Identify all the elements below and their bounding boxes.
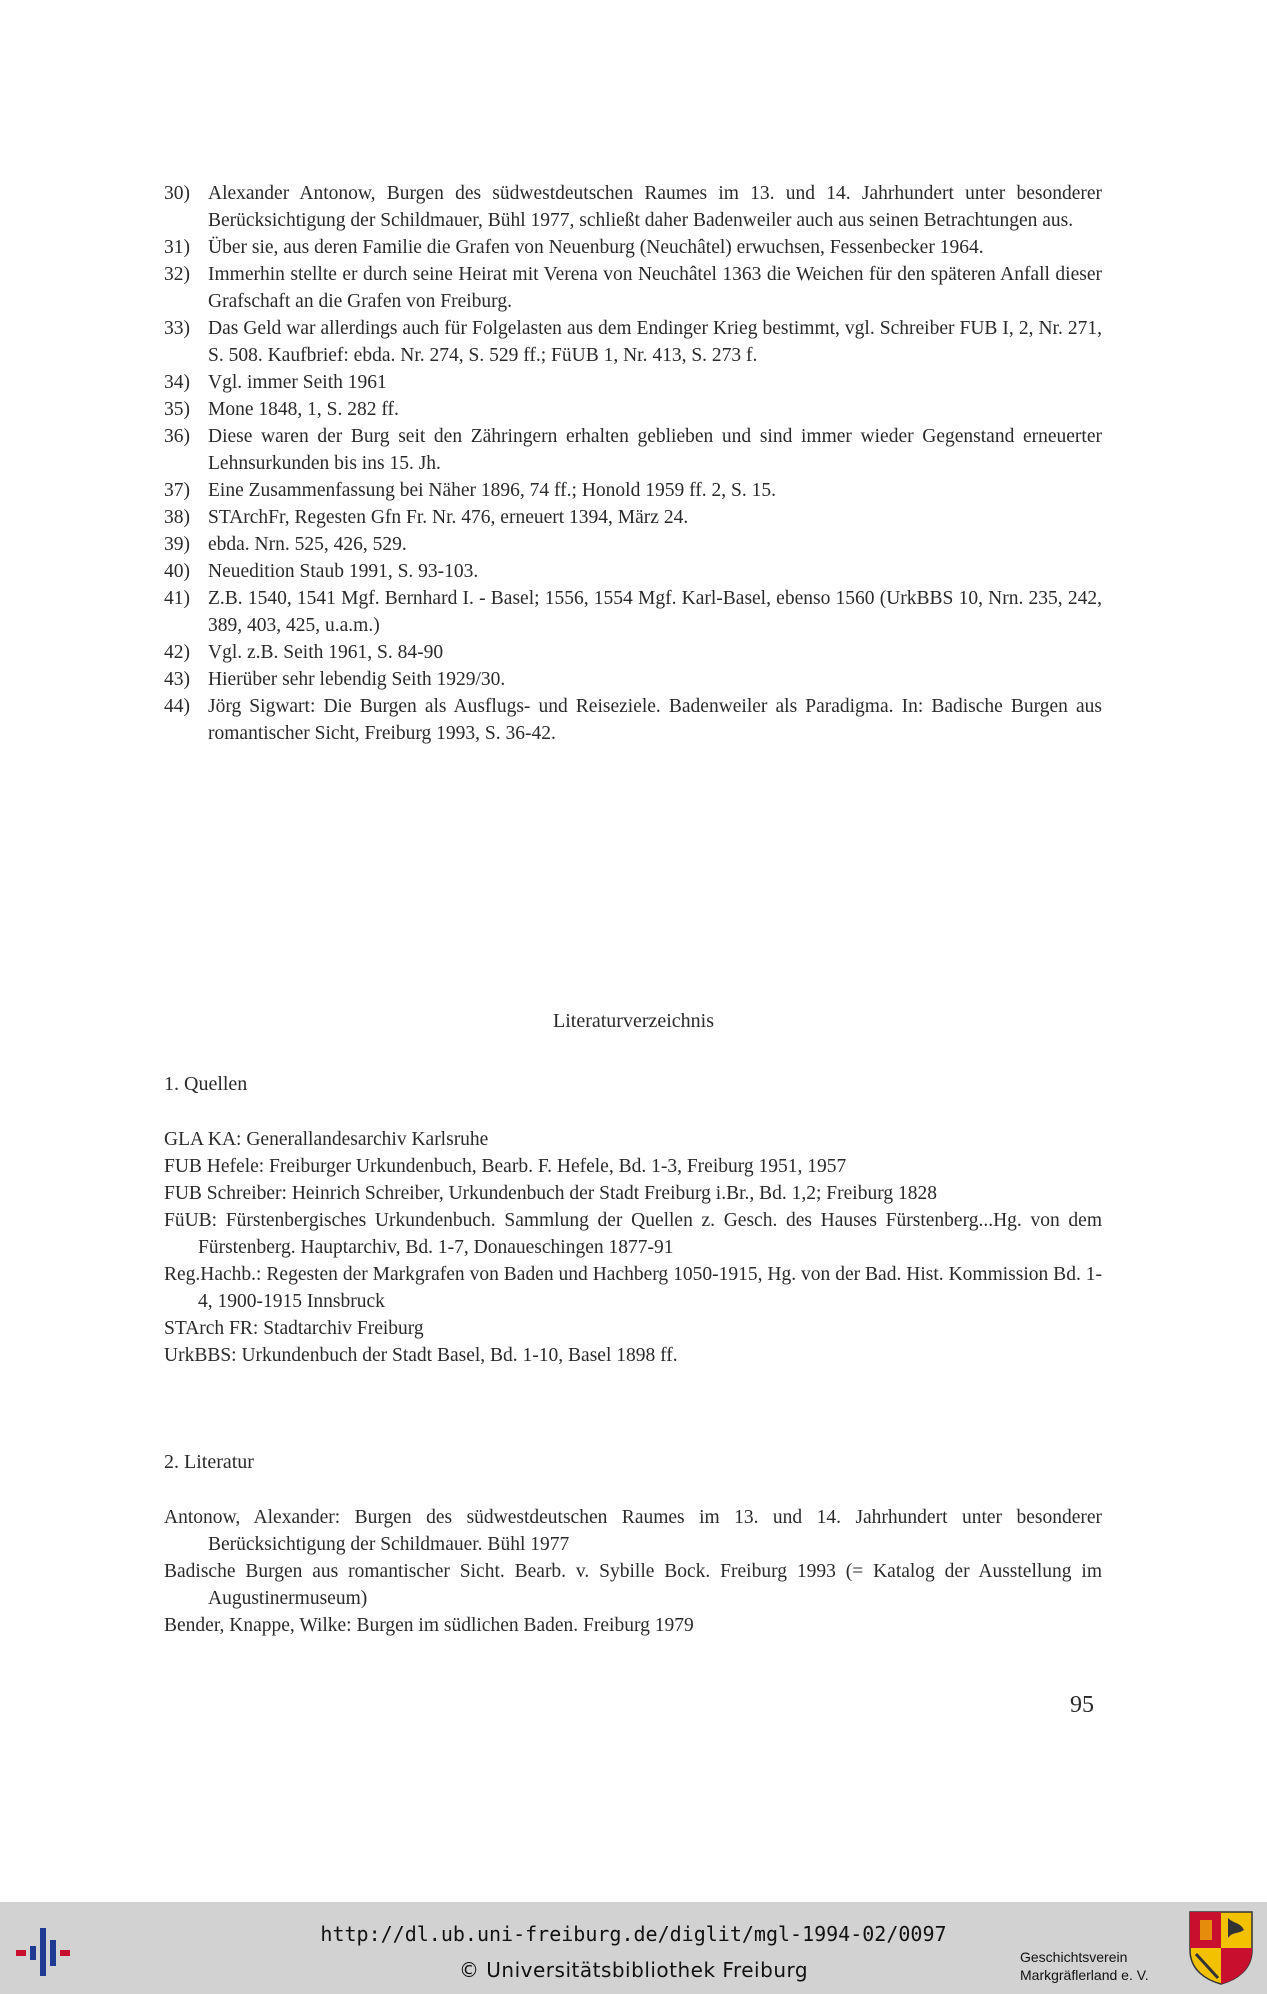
footnote-number: 43) (164, 669, 190, 690)
footnote-text: Jörg Sigwart: Die Burgen als Ausflugs- und Reiseziele. Badenweiler als Paradigma. In: Badische Burgen aus romantischer Sicht, Freiburg 1993, S. 36-42. (208, 696, 1102, 744)
society-crest-icon (1188, 1910, 1254, 1986)
footnote-text: Hierüber sehr lebendig Seith 1929/30. (208, 669, 506, 690)
bibliography-entry: FüUB: Fürstenbergisches Urkundenbuch. Sammlung der Quellen z. Gesch. des Hauses Fürstenberg...Hg. von dem Fürstenberg. Hauptarchiv, Bd. 1-7, Donaueschingen 1877-91 (164, 1210, 1102, 1258)
footnote-text: Über sie, aus deren Familie die Grafen von Neuenburg (Neuchâtel) erwuchsen, Fessenbecker 1964. (208, 237, 984, 258)
footnote-number: 39) (164, 534, 190, 555)
footnote-number: 33) (164, 318, 190, 339)
bibliography-entry: STArch FR: Stadtarchiv Freiburg (164, 1318, 424, 1339)
bibliography-entry: FUB Hefele: Freiburger Urkundenbuch, Bearb. F. Hefele, Bd. 1-3, Freiburg 1951, 1957 (164, 1156, 847, 1177)
footnote (164, 261, 1102, 315)
section-title-sources: 1. Quellen (164, 1073, 248, 1095)
bibliography-entry: UrkBBS: Urkundenbuch der Stadt Basel, Bd. 1-10, Basel 1898 ff. (164, 1345, 678, 1366)
footnote (164, 531, 1102, 558)
footnote (164, 396, 1102, 423)
footnote-text: Das Geld war allerdings auch für Folgelasten aus dem Endinger Krieg bestimmt, vgl. Schreiber FUB I, 2, Nr. 271, S. 508. Kaufbrief: ebda. Nr. 274, S. 529 ff.; FüUB 1, Nr. 413, S. 273 f. (208, 318, 1102, 366)
footnote (164, 558, 1102, 585)
footnote-number: 38) (164, 507, 190, 528)
footnote-number: 34) (164, 372, 190, 393)
bibliography-heading: Literaturverzeichnis (552, 1010, 715, 1032)
footnote (164, 639, 1102, 666)
footnotes-list (164, 180, 1102, 747)
page-number: 95 (1070, 1692, 1094, 1718)
footnote-text: Vgl. z.B. Seith 1961, S. 84-90 (208, 642, 444, 663)
bibliography-entry: Reg.Hachb.: Regesten der Markgrafen von Baden und Hachberg 1050-1915, Hg. von der Bad. Hist. Kommission Bd. 1-4, 1900-1915 Innsbruck (164, 1264, 1102, 1312)
footnote-text: Mone 1848, 1, S. 282 ff. (208, 399, 399, 420)
bibliography-entry: Antonow, Alexander: Burgen des südwestdeutschen Raumes im 13. und 14. Jahrhundert unter besonderer Berücksichtigung der Schildmauer. Bühl 1977 (164, 1507, 1102, 1555)
footnote-text: Eine Zusammenfassung bei Näher 1896, 74 ff.; Honold 1959 ff. 2, S. 15. (208, 480, 776, 501)
footnote-text: Vgl. immer Seith 1961 (208, 372, 387, 393)
sources-list (164, 1126, 1102, 1369)
footnote-number: 31) (164, 237, 190, 258)
bibliography-entry: Badische Burgen aus romantischer Sicht. Bearb. v. Sybille Bock. Freiburg 1993 (= Katalog der Ausstellung im Augustinermuseum) (164, 1561, 1102, 1609)
society-name-line2: Markgräflerland e. V. (1020, 1967, 1149, 1983)
bibliography-entry: Bender, Knappe, Wilke: Burgen im südlichen Baden. Freiburg 1979 (164, 1615, 694, 1636)
footnote-number: 30) (164, 183, 190, 204)
footnote-number: 32) (164, 264, 190, 285)
footnote-text: Z.B. 1540, 1541 Mgf. Bernhard I. - Basel; 1556, 1554 Mgf. Karl-Basel, ebenso 1560 (UrkBBS 10, Nrn. 235, 242, 389, 403, 425, u.a.m.) (208, 588, 1102, 636)
footnote-number: 37) (164, 480, 190, 501)
society-name (1020, 1948, 1149, 1984)
footnote-text: ebda. Nrn. 525, 426, 529. (208, 534, 407, 555)
footnote (164, 693, 1102, 747)
footnote-number: 35) (164, 399, 190, 420)
footnote-text: Neuedition Staub 1991, S. 93-103. (208, 561, 479, 582)
footnote-text: Alexander Antonow, Burgen des südwestdeutschen Raumes im 13. und 14. Jahrhundert unter besonderer Berücksichtigung der Schildmauer, Bühl 1977, schließt daher Badenweiler auch aus seinen Betrachtungen aus. (208, 183, 1102, 231)
footnote (164, 180, 1102, 234)
bibliography-entry: GLA KA: Generallandesarchiv Karlsruhe (164, 1129, 489, 1150)
footnote-text: STArchFr, Regesten Gfn Fr. Nr. 476, erneuert 1394, März 24. (208, 507, 689, 528)
footnote-number: 40) (164, 561, 190, 582)
document-url-link[interactable]: http://dl.ub.uni-freiburg.de/diglit/mgl-1994-02/0097 (320, 1922, 947, 1946)
footnote (164, 315, 1102, 369)
footnote-text: Diese waren der Burg seit den Zähringern erhalten geblieben und sind immer wieder Gegenstand erneuerter Lehnsurkunden bis ins 15. Jh. (208, 426, 1102, 474)
footnote (164, 477, 1102, 504)
bibliography-entry: FUB Schreiber: Heinrich Schreiber, Urkundenbuch der Stadt Freiburg i.Br., Bd. 1,2; Freiburg 1828 (164, 1183, 937, 1204)
footnote-number: 41) (164, 588, 190, 609)
footnote (164, 585, 1102, 639)
copyright-text: © Universitätsbibliothek Freiburg (458, 1958, 809, 1982)
footnote-number: 44) (164, 696, 190, 717)
society-name-line1: Geschichtsverein (1020, 1949, 1128, 1965)
footnote (164, 234, 1102, 261)
footnote (164, 666, 1102, 693)
footnote (164, 369, 1102, 396)
footer-bar (0, 1902, 1267, 1994)
footnote-number: 42) (164, 642, 190, 663)
footnote (164, 504, 1102, 531)
section-title-literature: 2. Literatur (164, 1451, 254, 1473)
literature-list (164, 1504, 1102, 1639)
footnote (164, 423, 1102, 477)
footnote-text: Immerhin stellte er durch seine Heirat mit Verena von Neuchâtel 1363 die Weichen für den späteren Anfall dieser Grafschaft an die Grafen von Freiburg. (208, 264, 1102, 312)
footnote-number: 36) (164, 426, 190, 447)
